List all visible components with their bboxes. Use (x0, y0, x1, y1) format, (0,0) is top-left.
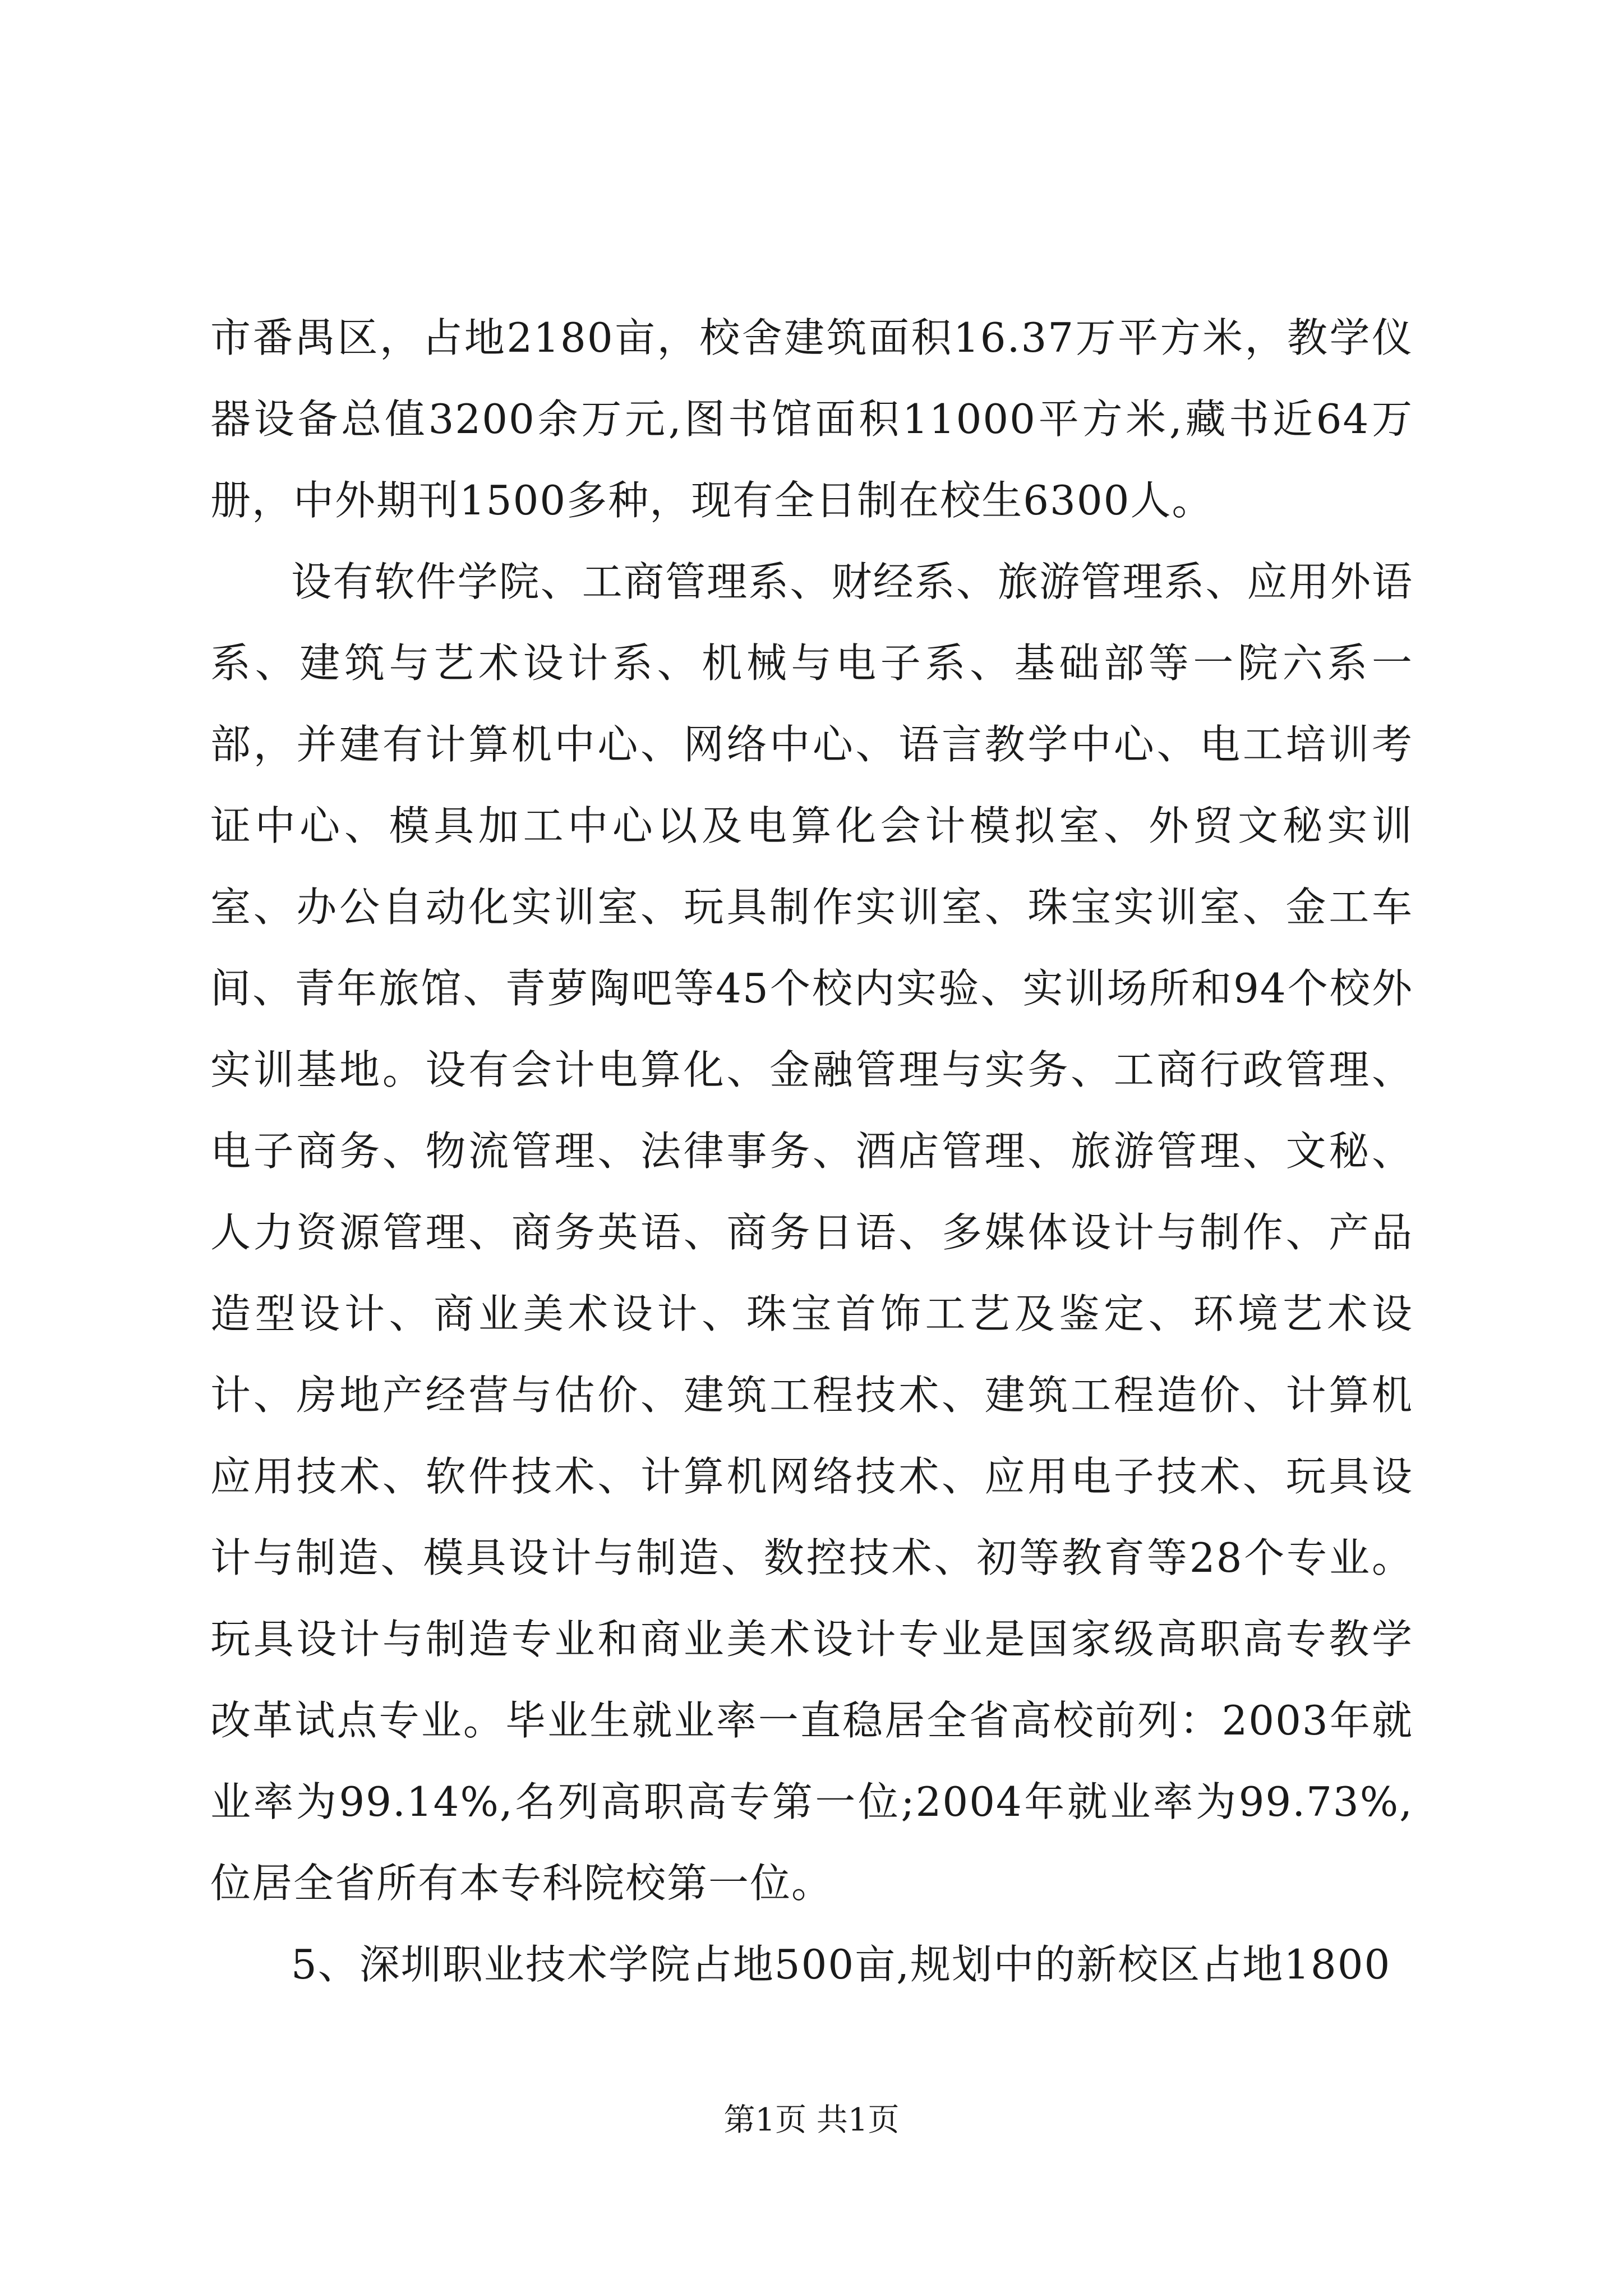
paragraph-shenzhen-polytechnic: 5、深圳职业技术学院占地500亩,规划中的新校区占地1800 (291, 1941, 1391, 1988)
document-body (210, 297, 1413, 2005)
paragraph-departments-majors: 设有软件学院、工商管理系、财经系、旅游管理系、应用外语系、建筑与艺术设计系、机械与电子系、基础部等一院六系一部，并建有计算机中心、网络中心、语言教学中心、电工培训考证中心、模具加工中心以及电算化会计模拟室、外贸文秘实训室、办公自动化实训室、玩具制作实训室、珠宝实训室、金工车间、青年旅馆、青萝陶吧等45个校内实验、实训场所和94个校外实训基地。设有会计电算化、金融管理与实务、工商行政管理、电子商务、物流管理、法律事务、酒店管理、旅游管理、文秘、人力资源管理、商务英语、商务日语、多媒体设计与制作、产品造型设计、商业美术设计、珠宝首饰工艺及鉴定、环境艺术设计、房地产经营与估价、建筑工程技术、建筑工程造价、计算机应用技术、软件技术、计算机网络技术、应用电子技术、玩具设计与制造、模具设计与制造、数控技术、初等教育等28个专业。玩具设计与制造专业和商业美术设计专业是国家级高职高专教学改革试点专业。毕业生就业率一直稳居全省高校前列：2003年就业率为99.14%,名列高职高专第一位;2004年就业率为99.73%,位居全省所有本专科院校第一位。 (210, 558, 1413, 1907)
paragraph-campus-facilities: 市番禺区，占地2180亩，校舍建筑面积16.37万平方米，教学仪器设备总值3200余万元,图书馆面积11000平方米,藏书近64万册，中外期刊1500多种，现有全日制在校生6300人。 (210, 314, 1413, 524)
page-footer: 第1页 共1页 (723, 2102, 900, 2138)
